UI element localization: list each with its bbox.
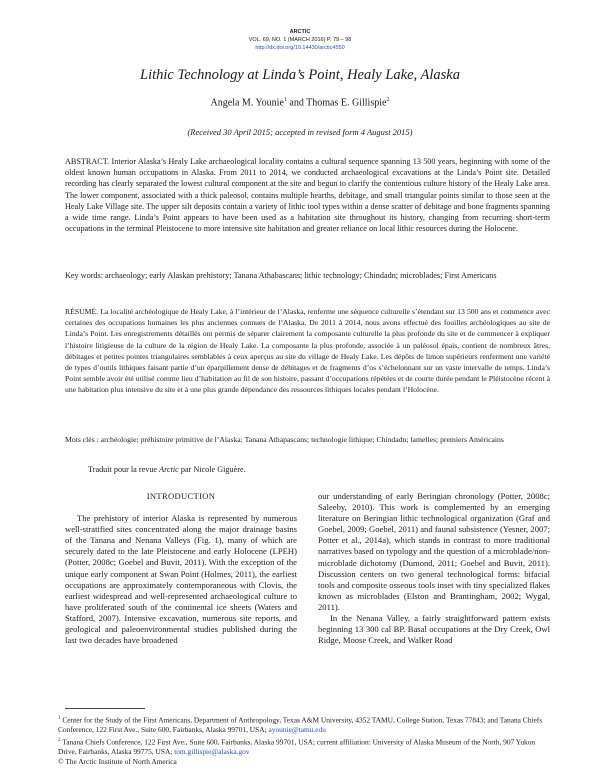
translation-after: par Nicole Giguère. [178,465,246,474]
resume-text: La localité archéologique de Healy Lake, à l’intérieur de l’Alaska, renferme une séquence culturelle s’étendant sur 13 500 ans et commence avec certaines des occupations humaines les plus anciennes connues de l’Alaska. De 2011 à 2014, nous avons effectué des fouilles archéologiques au site de Linda’s Point. Les enregistrements détaillés ont permis de séparer clairement la composante culturelle la plus profonde du site et de commencer à expliquer l’histoire litigieuse de la culture de la région de Healy Lake. La composante la plus profonde, associée à un paléosol épais, contient de nombreux âtres, débitages et petites pointes triangulaires semblables à ceux aperçus au site du village de Healy Lake. Les dépôts de limon supérieurs renferment une variété de types d’outils lithiques faisant partie d’un éparpillement dense de débitages et de fragments d’os s’échelonnant sur un vaste intervalle de temps. Linda’s Point semble avoir été utilisé comme lieu d’habitation au fil de son histoire, passant d’occupations répétées et de courte durée pendant le Pléistocène récent à une habitation plus intensive du site et à une plus grande dépendance des ressources lithiques locales pendant l’Holocène. [65,307,550,395]
journal-name: ARCTIC [289,29,311,35]
keywords [65,270,550,281]
mots-cles [65,434,550,445]
section-heading-introduction: INTRODUCTION [146,491,216,501]
author-2: Thomas E. Gillispie [306,97,387,109]
author-1-affil-mark: 1 [283,97,287,103]
abstract-text: Interior Alaska’s Healy Lake archaeological locality contains a cultural sequence spanning 13 500 years, beginning with some of the oldest known human occupations in Alaska. From 2011 to 2014, we conducted archaeological excavations at the Linda’s Point site. Detailed recording has clearly separated the lowest cultural component at the site and begun to clarify the contentious culture history of the Healy Lake area. The lower component, associated with a thick paleosol, contains multiple hearths, debitage, and small triangular points similar to those seen at the Healy Lake Village site. The upper silt deposits contain a variety of lithic tool types within a dense scatter of debitage and bone fragments spanning a wide time range. Linda’s Point appears to have been used as a habitation site throughout its history, changing from recurring short-term occupations in the terminal Pleistocene to more intensive site habitation and greater reliance on local lithic resources during the Holocene. [65,157,550,234]
footnote-1-email-link[interactable]: ayounie@tamu.edu [268,725,326,735]
footnote-1-mark: 1 [58,716,61,721]
volume-line: VOL. 69, NO. 1 (MARCH 2016) P. 79 – 98 [248,37,352,43]
translation-credit [88,464,488,475]
doi-line [0,45,600,52]
author-1: Angela M. Younie [210,97,284,109]
footnote-1-text: Center for the Study of the First Americans, Department of Anthropology, Texas A&M University, 4352 TAMU, College Station, Texas 77843; and Tanana Chiefs Conference, 122 First Ave., Suite 600, Fairbanks, Alaska 99701, USA; [58,715,543,735]
footnote-rule [65,708,145,709]
keywords-label: Key words: [65,271,103,280]
left-column [65,491,297,646]
abstract-label: ABSTRACT. [65,157,110,166]
author-2-affil-mark: 2 [386,97,390,103]
footnote-2 [58,736,550,757]
mots-cles-label: Mots clés : [65,435,99,444]
copyright-line: © The Arctic Institute of North America [58,757,177,766]
keywords-text: archaeology; early Alaskan prehistory; Tanana Athabascans; lithic technology; Chindadn; microblades; First Americans [102,271,497,280]
intro-paragraph-1-continued: our understanding of early Beringian chronology (Potter, 2008c; Saleeby, 2010). This work is complemented by an emerging literature on Beringian lithic technological organization (Graf and Goebel, 2009; Goebel, 2011) and faunal subsistence (Yesner, 2007; Potter et al., 2014a), which stands in contrast to more traditional narratives based on typology and the question of a microblade/non-microblade dichotomy (Dumond, 2011; Goebel and Buvit, 2011). Discussion centers on two general technological forms: bifacial tools and composite osseous tools inset with tiny specialized flakes known as microblades (Elston and Brantingham, 2002; Wygal, 2011). [318,491,550,612]
article-title: Lithic Technology at Linda’s Point, Healy Lake, Alaska [140,67,460,83]
received-dates: (Received 30 April 2015; accepted in revised form 4 August 2015) [187,127,413,137]
translation-journal: Arctic [159,465,179,474]
footnote-2-text: Tanana Chiefs Conference, 122 First Ave., Suite 600, Fairbanks, Alaska 99701, USA; current affiliation: University of Alaska Museum of the North, 907 Yukon Drive, Fairbanks, Alaska 99775, USA; [58,737,536,757]
footnote-1 [58,714,550,735]
abstract [65,156,550,234]
right-column [318,491,550,646]
author-line [0,97,600,108]
resume-label: RÉSUMÉ. [65,307,99,316]
mots-cles-text: archéologie; préhistoire primitive de l’Alaska; Tanana Athapascans; technologie lithique; Chindadn; lamelles; premiers Américains [98,435,504,444]
doi-link[interactable]: http://dx.doi.org/10.14430/arctic4550 [255,45,345,51]
translation-before: Traduit pour la revue [88,465,160,474]
intro-paragraph-2: In the Nenana Valley, a fairly straightforward pattern exists beginning 13 300 cal BP. Basal occupations at the Dry Creek, Owl Ridge, Moose Creek, and Walker Road [318,613,550,646]
footnote-2-email-link[interactable]: tom.gillispie@alaska.gov [174,747,250,757]
author-conjunction: and [286,97,307,109]
resume [65,306,550,396]
footnote-2-mark: 2 [58,738,61,743]
intro-paragraph-1: The prehistory of interior Alaska is represented by numerous well-stratified sites concentrated along the major drainage basins of the Tanana and Nenana Valleys (Fig. 1), many of which are securely dated to the late Pleistocene and early Holocene (LPEH) (Potter, 2008c; Goebel and Buvit, 2011). With the exception of the unique early component at Swan Point (Holmes, 2011), the earliest occupations are approximately contemporaneous with Clovis, the earliest widespread and well-represented archaeological culture to have proliferated south of the continental ice sheets (Waters and Stafford, 2007). Intensive excavation, numerous site reports, and geological and paleoenvironmental studies published during the last two decades have broadened [65,513,297,646]
